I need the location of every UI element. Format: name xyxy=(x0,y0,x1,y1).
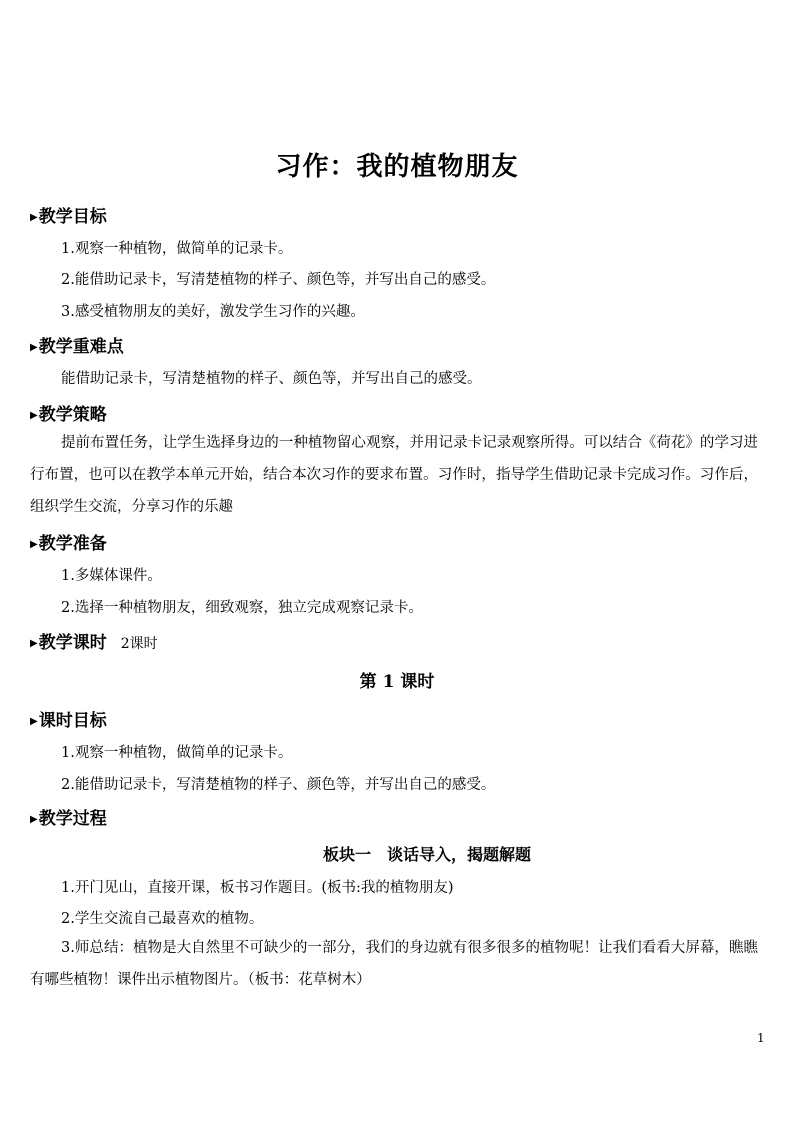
heading-teaching-goals xyxy=(30,202,107,227)
triangle-bullet-icon: ▶ xyxy=(30,638,38,649)
key-points-text: 能借助记录卡，写清楚植物的样子、颜色等，并写出自己的感受。 xyxy=(61,371,482,387)
block-title: 板块一 谈话导入，揭题解题 xyxy=(322,845,531,864)
goal-item: 3.感受植物朋友的美好，激发学生习作的兴趣。 xyxy=(61,304,365,320)
page-number: 1 xyxy=(757,1031,765,1045)
preparation-item: 1.多媒体课件。 xyxy=(61,568,162,584)
triangle-bullet-icon: ▶ xyxy=(30,342,38,353)
heading-text: 教学课时 xyxy=(38,633,107,653)
heading-text: 教学目标 xyxy=(38,207,107,227)
periods-value: 2课时 xyxy=(120,636,158,652)
goal-item: 1.观察一种植物，做简单的记录卡。 xyxy=(61,241,293,257)
goal-item: 2.能借助记录卡，写清楚植物的样子、颜色等，并写出自己的感受。 xyxy=(61,272,496,288)
heading-text: 教学准备 xyxy=(38,534,107,554)
process-item: 1.开门见山，直接开课，板书习作题目。(板书:我的植物朋友) xyxy=(61,880,454,896)
heading-text: 教学重难点 xyxy=(38,337,124,357)
lesson-title: 第 1 课时 xyxy=(359,672,435,692)
heading-text: 教学过程 xyxy=(38,809,107,829)
heading-text: 课时目标 xyxy=(38,711,107,731)
strategy-paragraph: 提前布置任务，让学生选择身边的一种植物留心观察，并用记录卡记录观察所得。可以结合《荷花》的学习进行布置，也可以在教学本单元开始，结合本次习作的要求布置。习作时，指导学生借助记录卡完成习作。习作后，组织学生交流，分享习作的乐趣 xyxy=(30,435,758,515)
process-item-paragraph: 3.师总结：植物是大自然里不可缺少的一部分，我们的身边就有很多很多的植物呢！让我们看看大屏幕，瞧瞧有哪些植物！课件出示植物图片。（板书：花草树木） xyxy=(30,940,758,988)
heading-process xyxy=(30,804,107,829)
heading-strategy xyxy=(30,400,107,425)
heading-periods xyxy=(30,628,158,653)
preparation-item: 2.选择一种植物朋友，细致观察，独立完成观察记录卡。 xyxy=(61,600,423,616)
triangle-bullet-icon: ▶ xyxy=(30,539,38,550)
document-title: 习作：我的植物朋友 xyxy=(275,152,519,182)
triangle-bullet-icon: ▶ xyxy=(30,410,38,421)
lesson-goal-item: 2.能借助记录卡，写清楚植物的样子、颜色等，并写出自己的感受。 xyxy=(61,777,496,793)
heading-key-points xyxy=(30,332,124,357)
heading-preparation xyxy=(30,529,107,554)
triangle-bullet-icon: ▶ xyxy=(30,814,38,825)
heading-lesson-goals xyxy=(30,706,107,731)
lesson-goal-item: 1.观察一种植物，做简单的记录卡。 xyxy=(61,745,293,761)
process-item: 2.学生交流自己最喜欢的植物。 xyxy=(61,911,264,927)
triangle-bullet-icon: ▶ xyxy=(30,212,38,223)
heading-text: 教学策略 xyxy=(38,405,107,425)
triangle-bullet-icon: ▶ xyxy=(30,716,38,727)
